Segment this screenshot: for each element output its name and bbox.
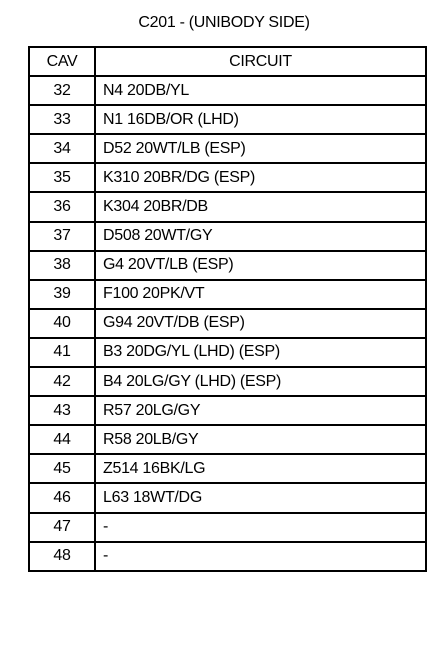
cav-cell: 34 <box>29 134 95 163</box>
circuit-cell: L63 18WT/DG <box>95 483 426 512</box>
table-row <box>29 483 426 512</box>
table-row <box>29 396 426 425</box>
circuit-cell: N1 16DB/OR (LHD) <box>95 105 426 134</box>
table-body <box>29 76 426 571</box>
cav-cell: 42 <box>29 367 95 396</box>
cav-cell: 35 <box>29 163 95 192</box>
table-row <box>29 76 426 105</box>
table-row <box>29 367 426 396</box>
cav-cell: 48 <box>29 542 95 571</box>
circuit-cell: D52 20WT/LB (ESP) <box>95 134 426 163</box>
circuit-cell: R57 20LG/GY <box>95 396 426 425</box>
table-row <box>29 338 426 367</box>
circuit-cell: F100 20PK/VT <box>95 280 426 309</box>
table-row <box>29 425 426 454</box>
table-row <box>29 163 426 192</box>
cav-cell: 36 <box>29 192 95 221</box>
circuit-cell: R58 20LB/GY <box>95 425 426 454</box>
cav-cell: 33 <box>29 105 95 134</box>
cav-cell: 40 <box>29 309 95 338</box>
table-row <box>29 513 426 542</box>
cav-cell: 45 <box>29 454 95 483</box>
table-row <box>29 251 426 280</box>
table-row <box>29 454 426 483</box>
cav-cell: 46 <box>29 483 95 512</box>
circuit-cell: D508 20WT/GY <box>95 222 426 251</box>
header-row <box>29 47 426 76</box>
table-row <box>29 542 426 571</box>
circuit-cell: N4 20DB/YL <box>95 76 426 105</box>
table-header <box>29 47 426 76</box>
table-row <box>29 222 426 251</box>
cav-cell: 47 <box>29 513 95 542</box>
table-row <box>29 192 426 221</box>
connector-title: C201 - (UNIBODY SIDE) <box>138 14 310 31</box>
circuit-cell: G4 20VT/LB (ESP) <box>95 251 426 280</box>
cav-cell: 43 <box>29 396 95 425</box>
header-cav: CAV <box>29 47 95 76</box>
pinout-table <box>28 46 427 572</box>
table-row <box>29 309 426 338</box>
table-row <box>29 105 426 134</box>
table-row <box>29 280 426 309</box>
cav-cell: 38 <box>29 251 95 280</box>
cav-cell: 37 <box>29 222 95 251</box>
header-circuit: CIRCUIT <box>95 47 426 76</box>
circuit-cell: B4 20LG/GY (LHD) (ESP) <box>95 367 426 396</box>
circuit-cell: G94 20VT/DB (ESP) <box>95 309 426 338</box>
circuit-cell: B3 20DG/YL (LHD) (ESP) <box>95 338 426 367</box>
circuit-cell: - <box>95 542 426 571</box>
cav-cell: 32 <box>29 76 95 105</box>
circuit-cell: K310 20BR/DG (ESP) <box>95 163 426 192</box>
circuit-cell: Z514 16BK/LG <box>95 454 426 483</box>
cav-cell: 44 <box>29 425 95 454</box>
circuit-cell: - <box>95 513 426 542</box>
cav-cell: 41 <box>29 338 95 367</box>
circuit-cell: K304 20BR/DB <box>95 192 426 221</box>
table-row <box>29 134 426 163</box>
cav-cell: 39 <box>29 280 95 309</box>
